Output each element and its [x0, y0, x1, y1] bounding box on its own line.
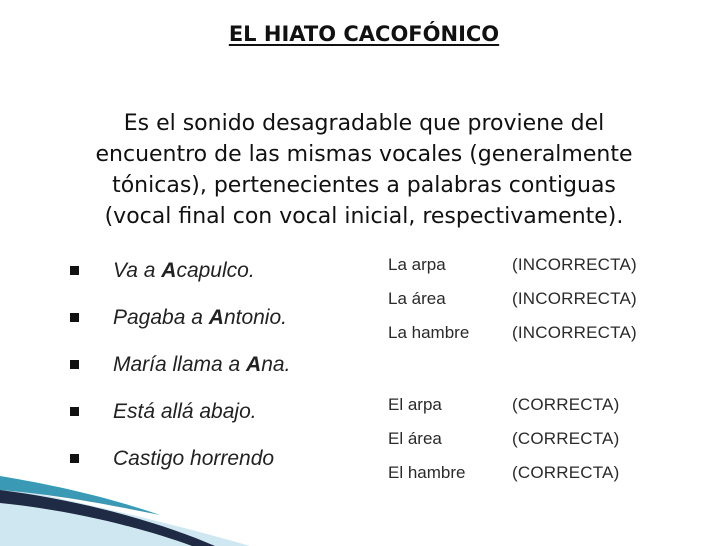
article-noun: El arpa — [388, 395, 442, 414]
paragraph-line: (vocal final con vocal inicial, respectivamente). — [104, 204, 624, 229]
paragraph-line: tónicas), pertenecientes a palabras contiguas — [112, 173, 616, 198]
verdict-label: (CORRECTA) — [512, 429, 620, 448]
verdict-label: (INCORRECTA) — [512, 323, 637, 342]
article-noun: La hambre — [388, 323, 470, 342]
verdict-label: (INCORRECTA) — [512, 289, 637, 308]
verdict-label: (CORRECTA) — [512, 395, 620, 414]
paragraph-line: Es el sonido desagradable que proviene del — [123, 111, 605, 136]
article-noun: El área — [388, 429, 442, 448]
slide-title: EL HIATO CACOFÓNICO — [228, 22, 500, 46]
example-text: Está allá abajo. — [113, 399, 257, 423]
verdict-label: (CORRECTA) — [512, 463, 620, 482]
example-text: Pagaba a Antonio. — [113, 305, 287, 329]
example-text: María llama a Ana. — [113, 352, 291, 376]
example-text: Va a Acapulco. — [113, 258, 255, 282]
verdict-label: (INCORRECTA) — [512, 255, 637, 274]
article-noun: La área — [388, 289, 446, 308]
article-noun: El hambre — [388, 463, 466, 482]
example-text: Castigo horrendo — [113, 446, 275, 470]
article-noun: La arpa — [388, 255, 446, 274]
paragraph-line: encuentro de las mismas vocales (generalmente — [95, 142, 633, 167]
